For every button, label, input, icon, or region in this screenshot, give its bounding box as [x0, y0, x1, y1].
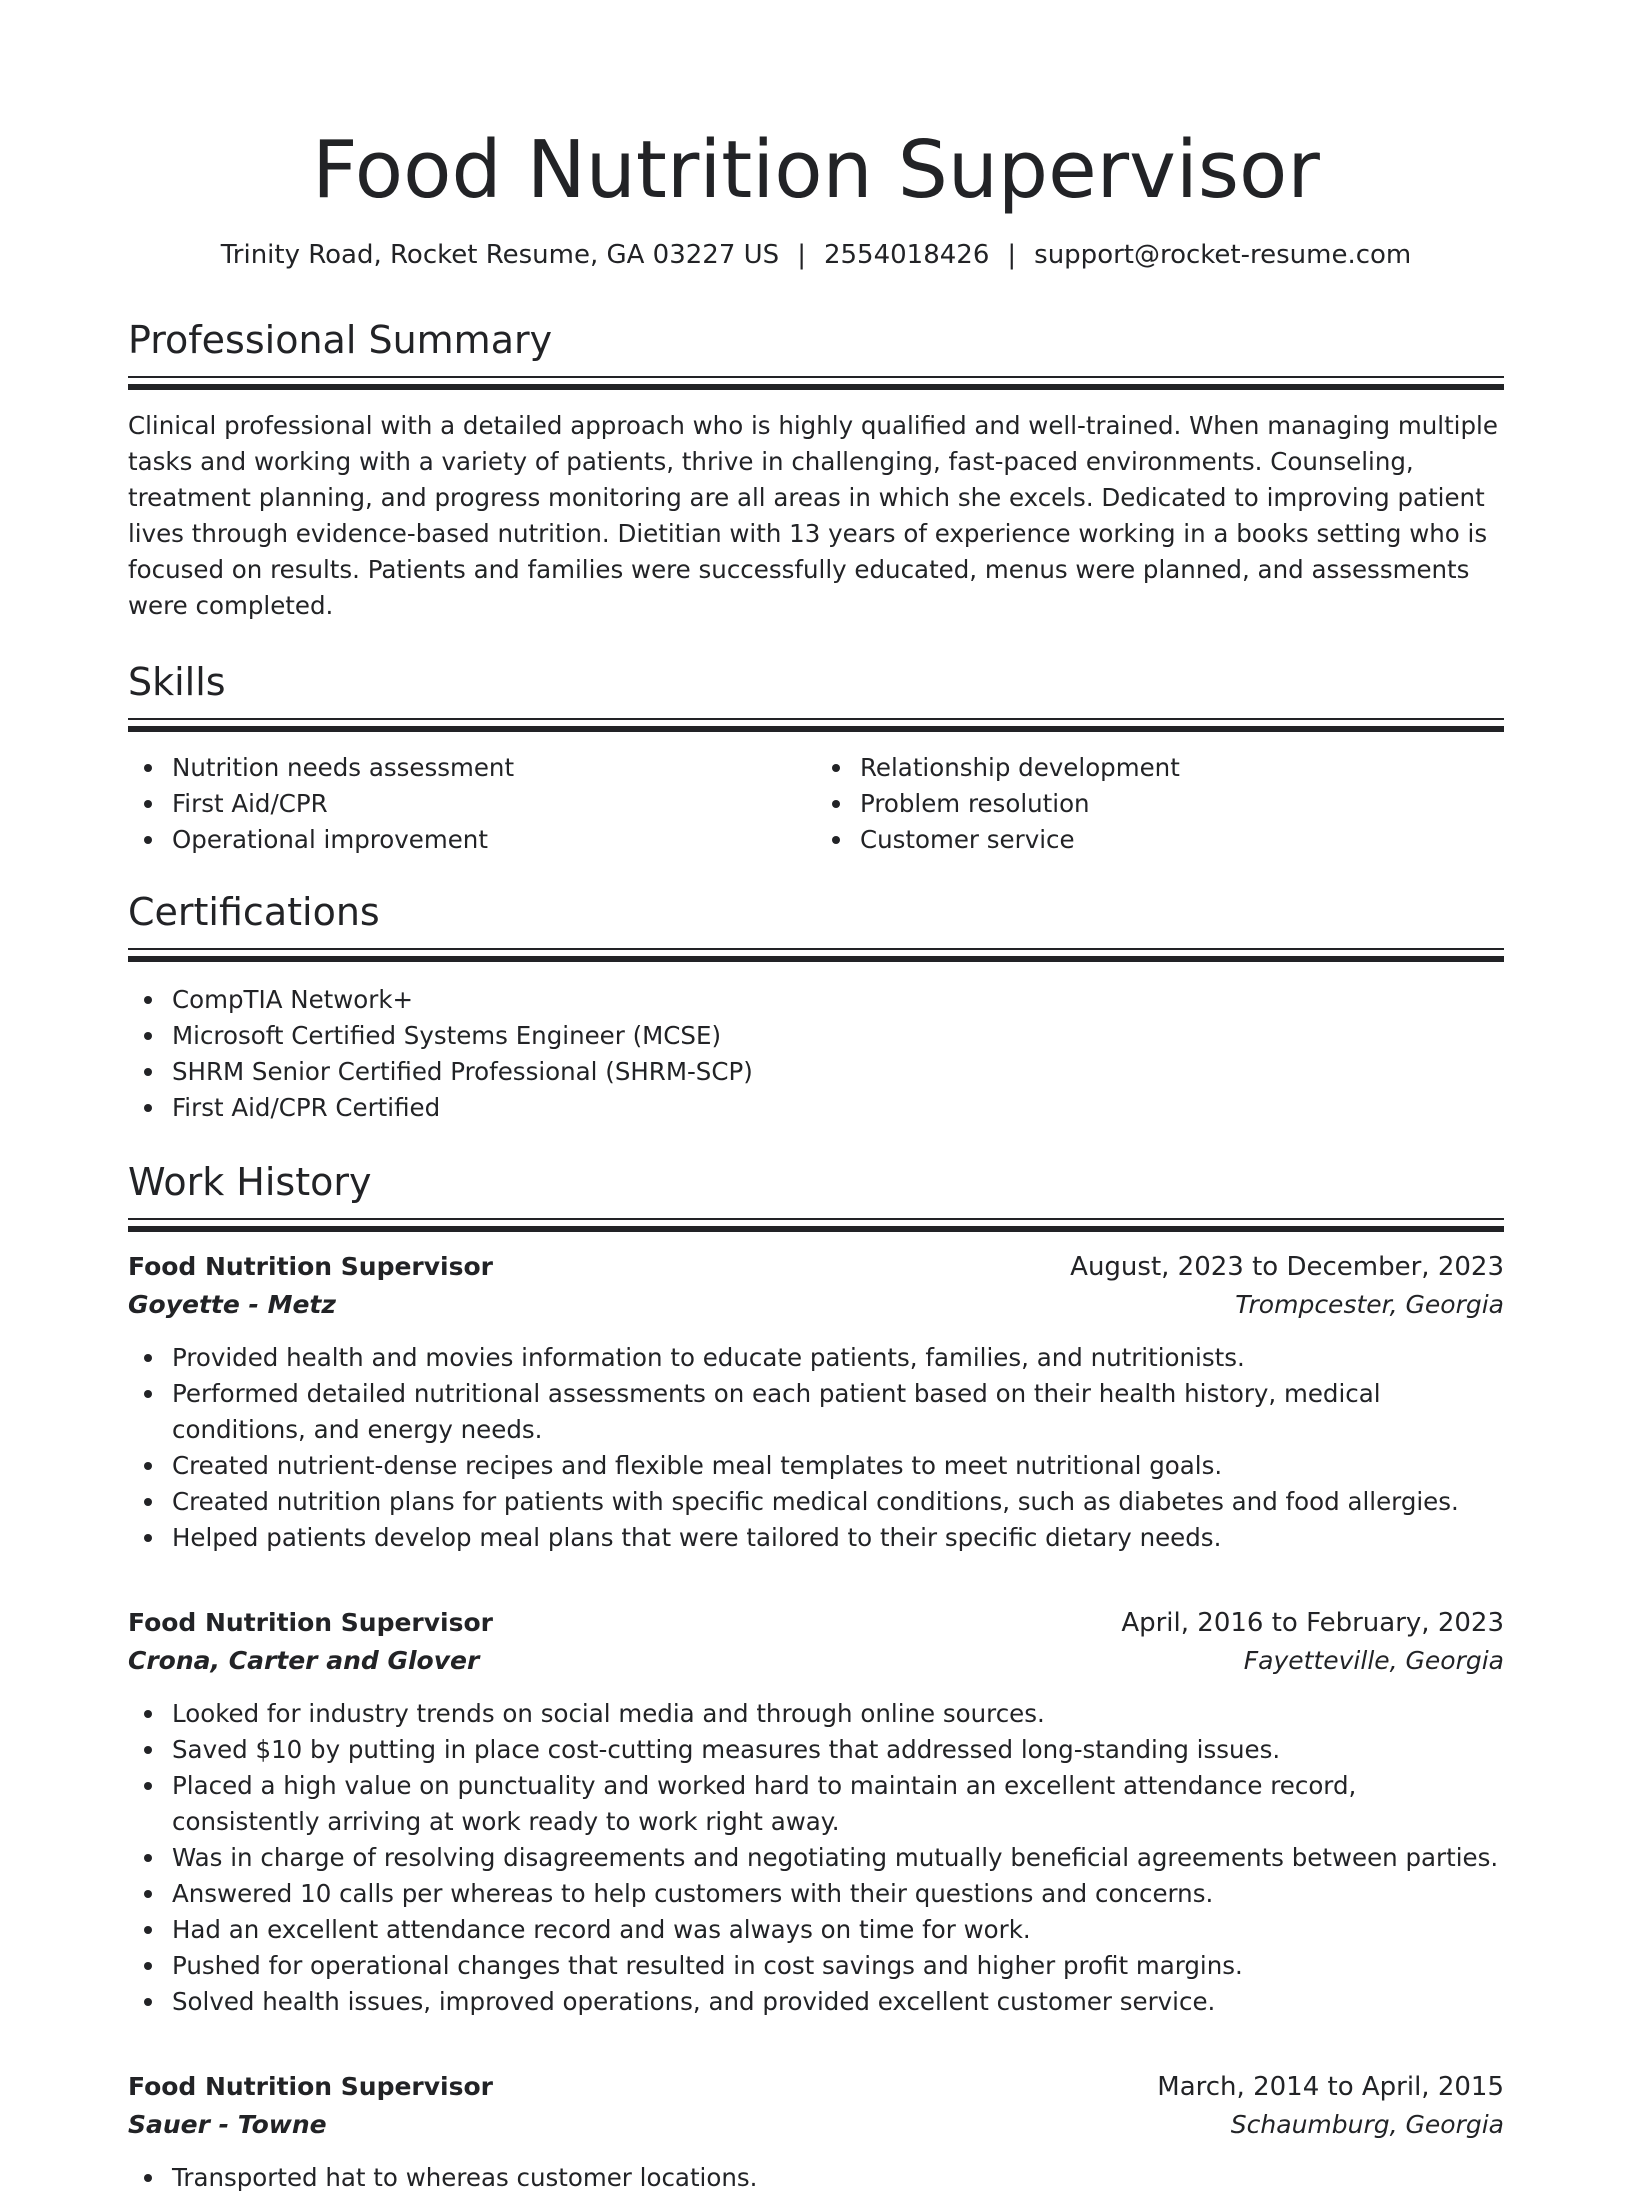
job-duty: Had an excellent attendance record and was always on time for work. — [172, 1912, 1504, 1948]
job-dates: April, 2016 to February, 2023 — [1121, 1608, 1504, 1638]
summary-text: Clinical professional with a detailed approach who is highly qualified and well-trained. When managing multiple tasks and working with a variety of patients, thrive in challenging, fast-paced environments. Counseling, treatment planning, and progress monitoring are all areas in which she excels. Dedicated to improving patient lives through evidence-based nutrition. Dietitian with 13 years of experience working in a books setting who is focused on results. Patients and families were successfully educated, menus were planned, and assessments were completed. — [128, 411, 1498, 620]
certification-item: CompTIA Network+ — [172, 982, 1504, 1018]
section-divider — [128, 1218, 1504, 1232]
certification-item: SHRM Senior Certified Professional (SHRM-SCP) — [172, 1054, 1504, 1090]
job-duty: Looked for industry trends on social media and through online sources. — [172, 1696, 1504, 1732]
job-duty: Helped patients develop meal plans that were tailored to their specific dietary needs. — [172, 1520, 1504, 1556]
job-duties-list — [128, 1340, 1504, 1556]
job-header-row — [128, 1248, 1504, 1286]
contact-address: Trinity Road, Rocket Resume, GA 03227 US — [220, 240, 780, 270]
resume-page — [128, 0, 1504, 2196]
skill-item: Customer service — [860, 822, 1504, 858]
work-history-section — [128, 1158, 1504, 2196]
skills-list-right — [816, 750, 1504, 858]
job-duty: Created nutrient-dense recipes and flexible meal templates to meet nutritional goals. — [172, 1448, 1504, 1484]
job-duties-list — [128, 1696, 1504, 2020]
job-duty: Pushed for operational changes that resulted in cost savings and higher profit margins. — [172, 1948, 1504, 1984]
skill-item: Problem resolution — [860, 786, 1504, 822]
job-location: Fayetteville, Georgia — [1243, 1646, 1504, 1675]
skills-grid — [128, 750, 1504, 858]
certification-item: Microsoft Certified Systems Engineer (MCSE) — [172, 1018, 1504, 1054]
skill-item: Operational improvement — [172, 822, 816, 858]
skills-section — [128, 658, 1504, 858]
job-duty: Placed a high value on punctuality and worked hard to maintain an excellent attendance record, consistently arriving at work ready to work right away. — [172, 1768, 1504, 1840]
skills-heading: Skills — [128, 660, 226, 704]
certifications-heading: Certifications — [128, 890, 380, 934]
job-title: Food Nutrition Supervisor — [128, 1608, 494, 1637]
job-header-row — [128, 2068, 1504, 2106]
skill-item: Relationship development — [860, 750, 1504, 786]
job-employer-row — [128, 1286, 1504, 1324]
job-dates: March, 2014 to April, 2015 — [1157, 2072, 1504, 2102]
job-header-row — [128, 1604, 1504, 1642]
skill-item: First Aid/CPR — [172, 786, 816, 822]
job-duty: Provided health and movies information to educate patients, families, and nutritionists. — [172, 1340, 1504, 1376]
job-title: Food Nutrition Supervisor — [128, 1252, 494, 1281]
job-company: Sauer - Towne — [128, 2110, 327, 2139]
certification-item: First Aid/CPR Certified — [172, 1090, 1504, 1126]
contact-line — [128, 238, 1504, 272]
section-divider — [128, 718, 1504, 732]
skills-list-left — [128, 750, 816, 858]
job-employer-row — [128, 1642, 1504, 1680]
section-divider — [128, 376, 1504, 390]
job-company: Goyette - Metz — [128, 1290, 336, 1319]
job-entry — [128, 1604, 1504, 2020]
candidate-name: Food Nutrition Supervisor — [312, 124, 1320, 216]
job-dates: August, 2023 to December, 2023 — [1070, 1252, 1504, 1282]
job-duties-list — [128, 2160, 1504, 2196]
certifications-section — [128, 888, 1504, 1126]
contact-email: support@rocket-resume.com — [1034, 240, 1412, 270]
job-duty: Performed detailed nutritional assessments on each patient based on their health history, medical conditions, and energy needs. — [172, 1376, 1504, 1448]
job-entry — [128, 1248, 1504, 1556]
job-location: Trompcester, Georgia — [1235, 1290, 1504, 1319]
job-duty: Solved health issues, improved operations, and provided excellent customer service. — [172, 1984, 1504, 2020]
skill-item: Nutrition needs assessment — [172, 750, 816, 786]
job-duty: Created nutrition plans for patients with specific medical conditions, such as diabetes and food allergies. — [172, 1484, 1504, 1520]
job-location: Schaumburg, Georgia — [1230, 2110, 1504, 2139]
summary-heading: Professional Summary — [128, 318, 553, 362]
summary-section — [128, 316, 1504, 624]
job-duty: Saved $10 by putting in place cost-cutting measures that addressed long-standing issues. — [172, 1732, 1504, 1768]
job-duty: Was in charge of resolving disagreements and negotiating mutually beneficial agreements between parties. — [172, 1840, 1504, 1876]
job-company: Crona, Carter and Glover — [128, 1646, 480, 1675]
contact-phone: 2554018426 — [823, 240, 990, 270]
contact-separator: | — [797, 240, 806, 270]
contact-separator: | — [1007, 240, 1017, 270]
job-title: Food Nutrition Supervisor — [128, 2072, 494, 2101]
section-divider — [128, 948, 1504, 962]
job-duty: Answered 10 calls per whereas to help customers with their questions and concerns. — [172, 1876, 1504, 1912]
certifications-list — [128, 982, 1504, 1126]
work-history-heading: Work History — [128, 1160, 372, 1204]
job-duty: Transported hat to whereas customer locations. — [172, 2160, 1504, 2196]
job-entry — [128, 2068, 1504, 2196]
